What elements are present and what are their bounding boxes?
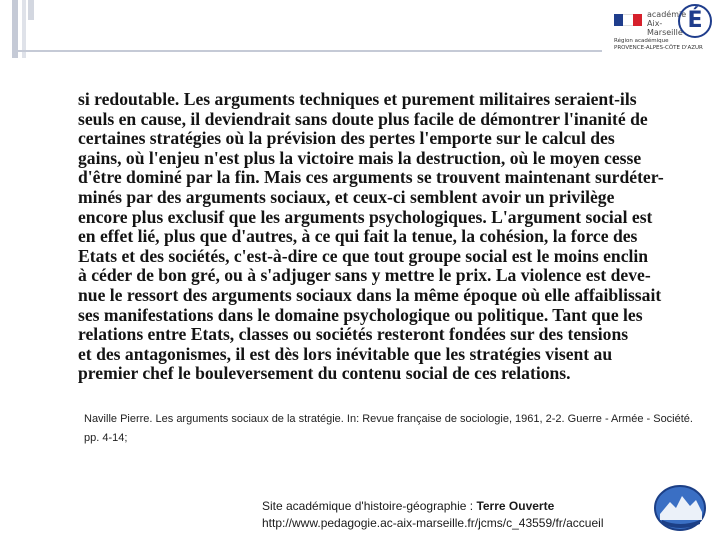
header-rule	[12, 50, 602, 52]
footer-site-line	[262, 498, 603, 515]
text-line: si redoutable. Les arguments techniques et purement militaires seraient-ils	[78, 90, 637, 109]
region-line-1: Région académique	[614, 38, 669, 44]
footer-site-prefix: Site académique d'histoire-géographie :	[262, 499, 477, 513]
footer	[262, 498, 603, 532]
text-line: ses manifestations dans le domaine psychologique ou politique. Tant que les	[78, 305, 643, 325]
text-line: minés par des arguments sociaux, et ceux-ci semblent avoir un privilège	[78, 187, 615, 207]
academy-emblem-icon: É	[678, 4, 712, 38]
citation-line-2: pp. 4-14;	[84, 432, 128, 444]
text-line: certaines stratégies où la prévision des pertes l'emporte sur le calcul des	[78, 129, 615, 149]
text-line: et des antagonismes, il est dès lors inévitable que les stratégies visent au	[78, 344, 613, 364]
globe-logo-icon[interactable]	[652, 484, 708, 532]
text-line: nue le ressort des arguments sociaux dans la même époque où elle affaiblissait	[78, 285, 662, 305]
source-citation	[84, 410, 704, 448]
text-line: à céder de bon gré, ou à s'adjuger sans y mettre le prix. La violence est deve-	[78, 266, 651, 286]
text-line: d'être dominé par la fin. Mais ces arguments se trouvent maintenant surdéter-	[78, 168, 664, 188]
footer-url-link[interactable]: http://www.pedagogie.ac-aix-marseille.fr/jcms/c_43559/fr/accueil	[262, 516, 604, 530]
text-line: en effet lié, plus que d'autres, à ce qui fait la tenue, la cohésion, la force des	[78, 227, 638, 247]
text-line: Etats et des sociétés, c'est-à-dire ce que tout groupe social est le moins enclin	[78, 246, 649, 266]
text-line: encore plus exclusif que les arguments psychologiques. L'argument social est	[78, 207, 653, 227]
region-line-2: PROVENCE-ALPES-CÔTE D'AZUR	[614, 45, 703, 51]
french-flag-icon	[614, 14, 642, 26]
text-line: relations entre Etats, classes ou sociétés resteront fondées sur des tensions	[78, 325, 629, 345]
text-line: seuls en cause, il deviendrait sans doute plus facile de démontrer l'inanité de	[78, 109, 648, 129]
footer-site-name[interactable]: Terre Ouverte	[476, 499, 555, 513]
academy-logo[interactable]	[610, 4, 714, 54]
left-decor-bar	[28, 0, 34, 20]
logo-academy-name: académie Aix-Marseille	[647, 10, 687, 37]
text-line: premier chef le bouleversement du contenu social de ces relations.	[78, 364, 571, 384]
text-line: gains, où l'enjeu n'est plus la victoire mais la destruction, où le moyen cesse	[78, 148, 642, 168]
citation-line-1: Naville Pierre. Les arguments sociaux de la stratégie. In: Revue française de sociologie, 1961, 2-2. Guerre - Armée - Société.	[84, 413, 693, 425]
region-label	[614, 38, 714, 52]
scanned-text-block	[78, 90, 698, 448]
